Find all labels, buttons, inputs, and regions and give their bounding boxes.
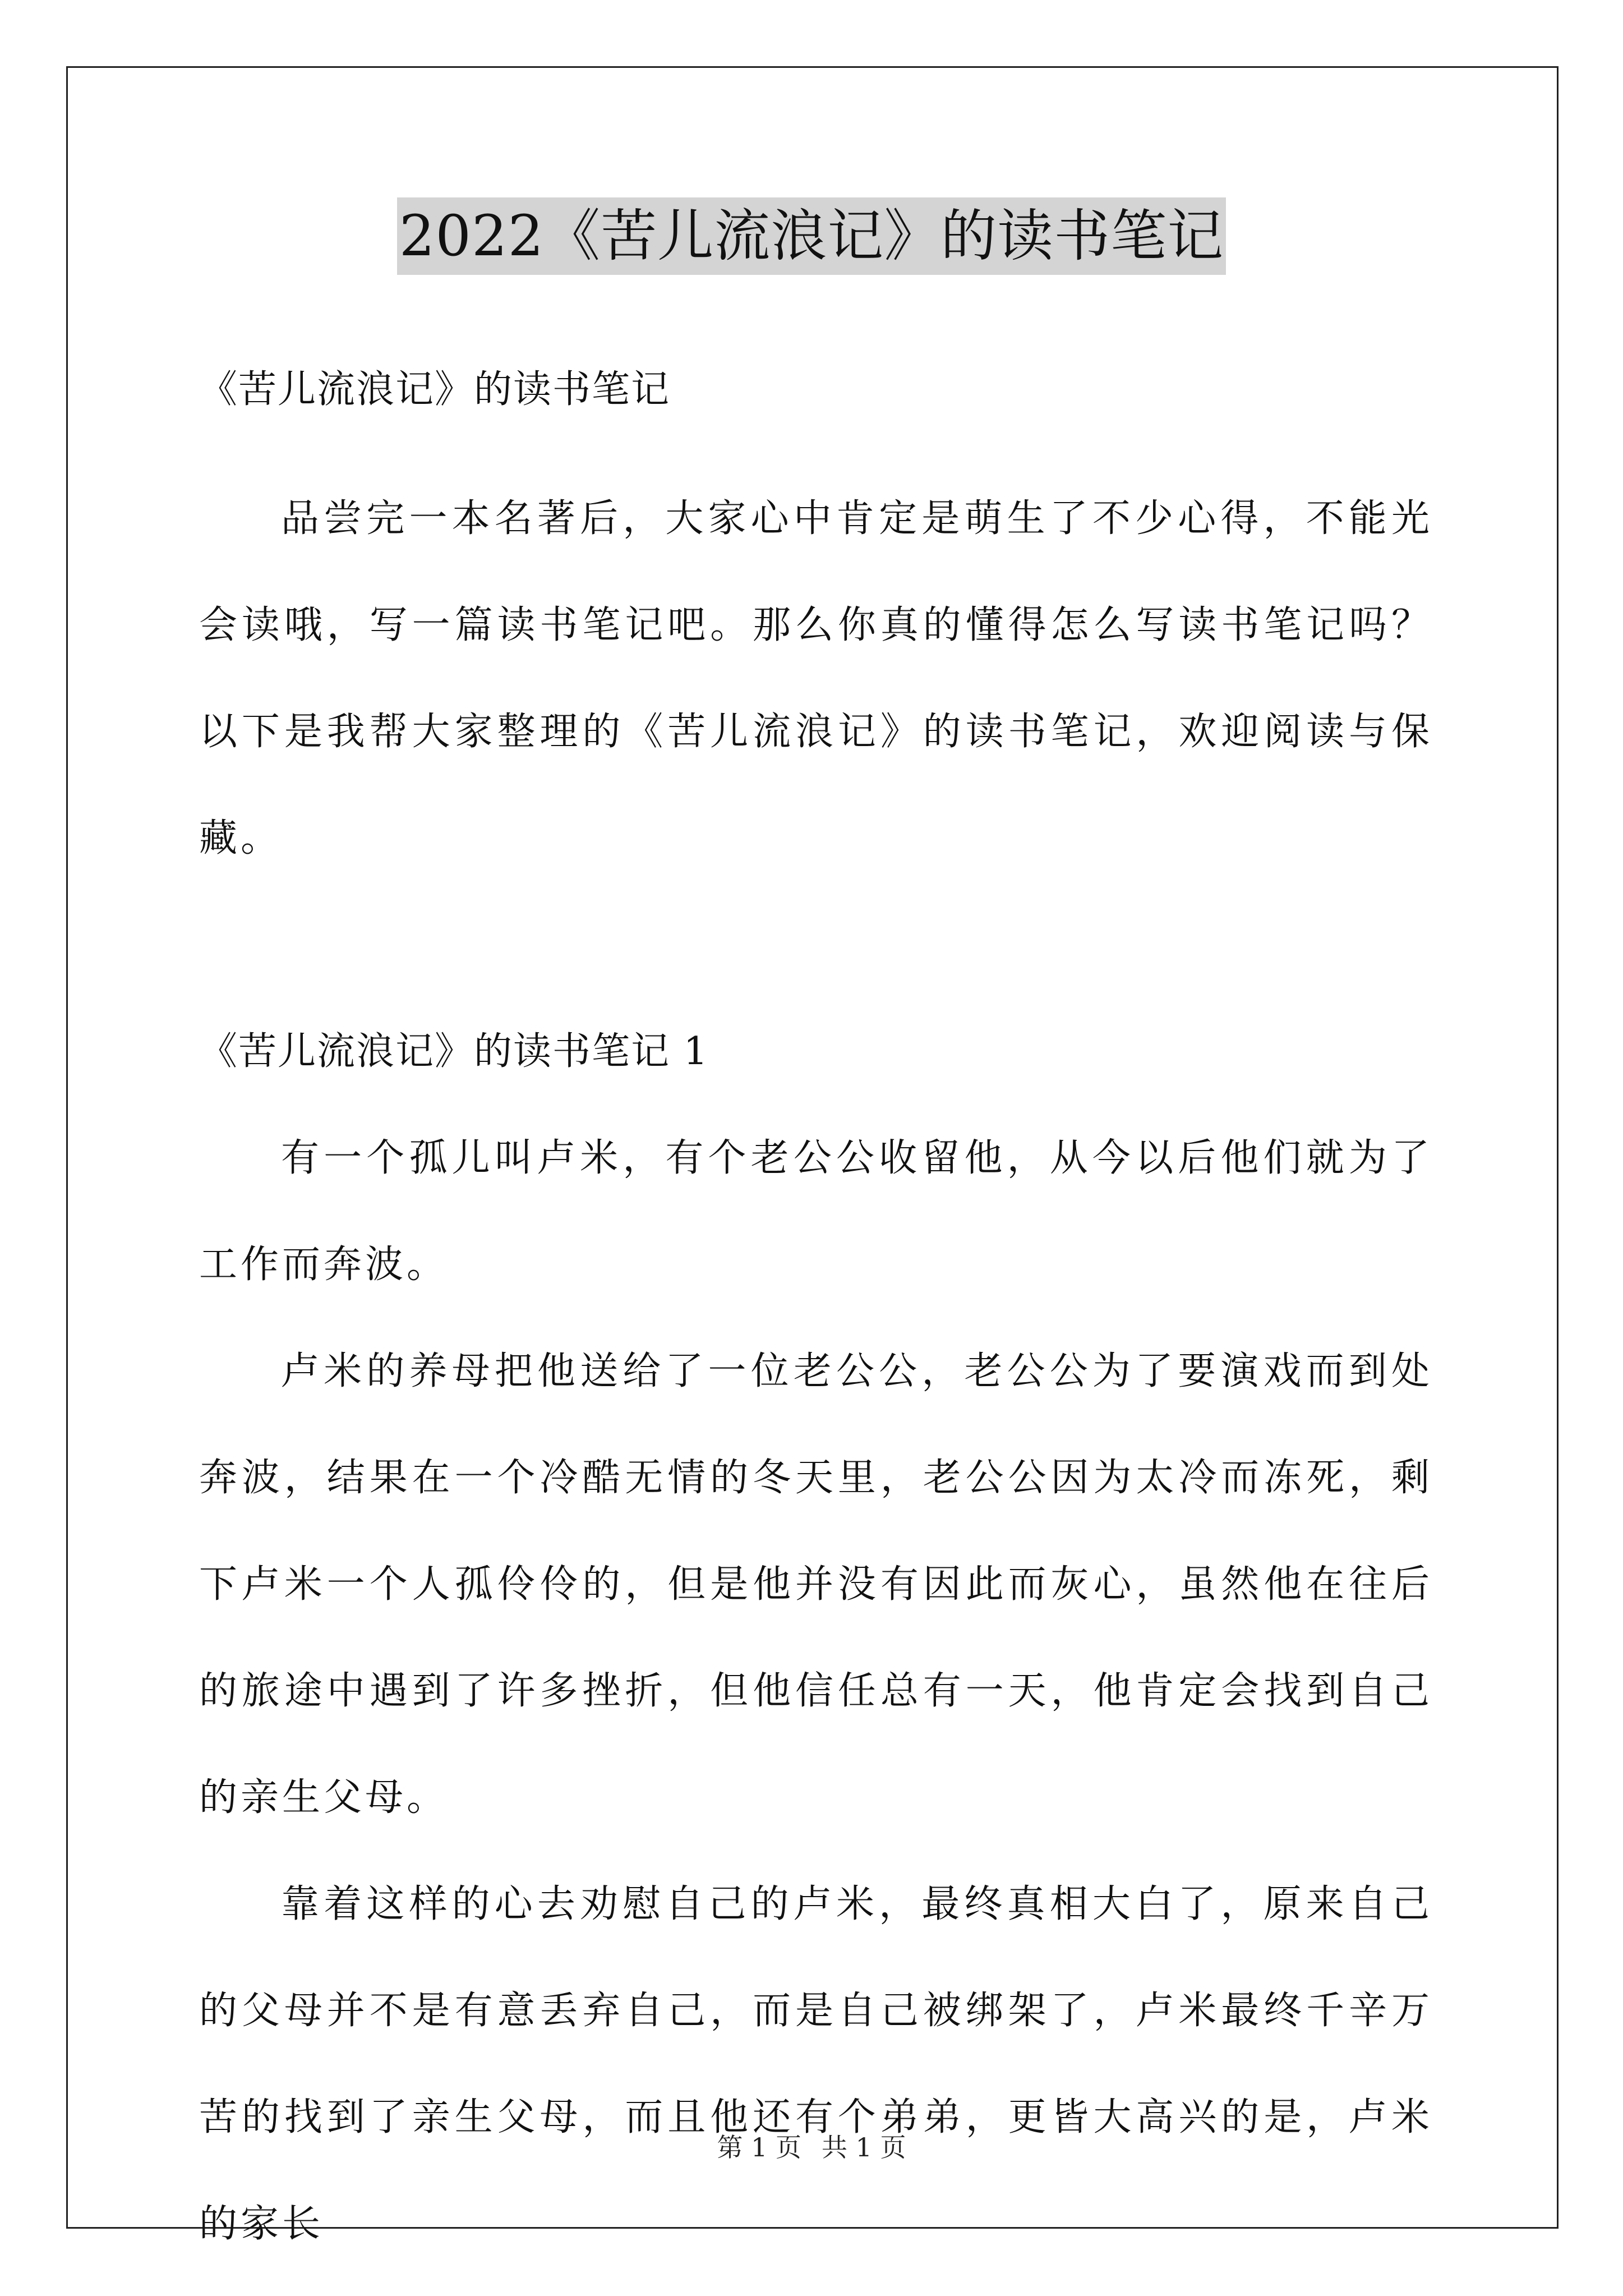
document-subtitle: 《苦儿流浪记》的读书笔记 [199, 367, 671, 412]
document-title: 2022《苦儿流浪记》的读书笔记 [397, 197, 1227, 275]
section-heading: 《苦儿流浪记》的读书笔记 1 [199, 1029, 709, 1074]
body-paragraph-2: 卢米的养母把他送给了一位老公公，老公公为了要演戏而到处奔波，结果在一个冷酷无情的冬天里，老公公因为太冷而冻死，剩下卢米一个人孤伶伶的，但是他并没有因此而灰心，虽然他在往后的旅途中遇到了许多挫折，但他信任总有一天，他肯定会找到自己的亲生父母。 [199, 1349, 1433, 1820]
paragraph-gap [199, 892, 1433, 999]
title-container [0, 197, 1623, 275]
intro-paragraph: 品尝完一本名著后，大家心中肯定是萌生了不少心得，不能光会读哦，写一篇读书笔记吧。那么你真的懂得怎么写读书笔记吗？以下是我帮大家整理的《苦儿流浪记》的读书笔记，欢迎阅读与保藏。 [199, 496, 1433, 861]
page-footer [0, 2131, 1623, 2164]
document-body [199, 337, 1433, 2277]
page-number: 第 1 页 [717, 2132, 801, 2162]
body-paragraph-3: 靠着这样的心去劝慰自己的卢米，最终真相大白了，原来自己的父母并不是有意丢弃自己，而是自己被绑架了，卢米最终千辛万苦的找到了亲生父母，而且他还有个弟弟，更皆大高兴的是，卢米的家长 [199, 1882, 1433, 2246]
body-paragraph-1: 有一个孤儿叫卢米，有个老公公收留他，从今以后他们就为了工作而奔波。 [199, 1136, 1433, 1287]
page-total: 共 1 页 [822, 2132, 906, 2162]
